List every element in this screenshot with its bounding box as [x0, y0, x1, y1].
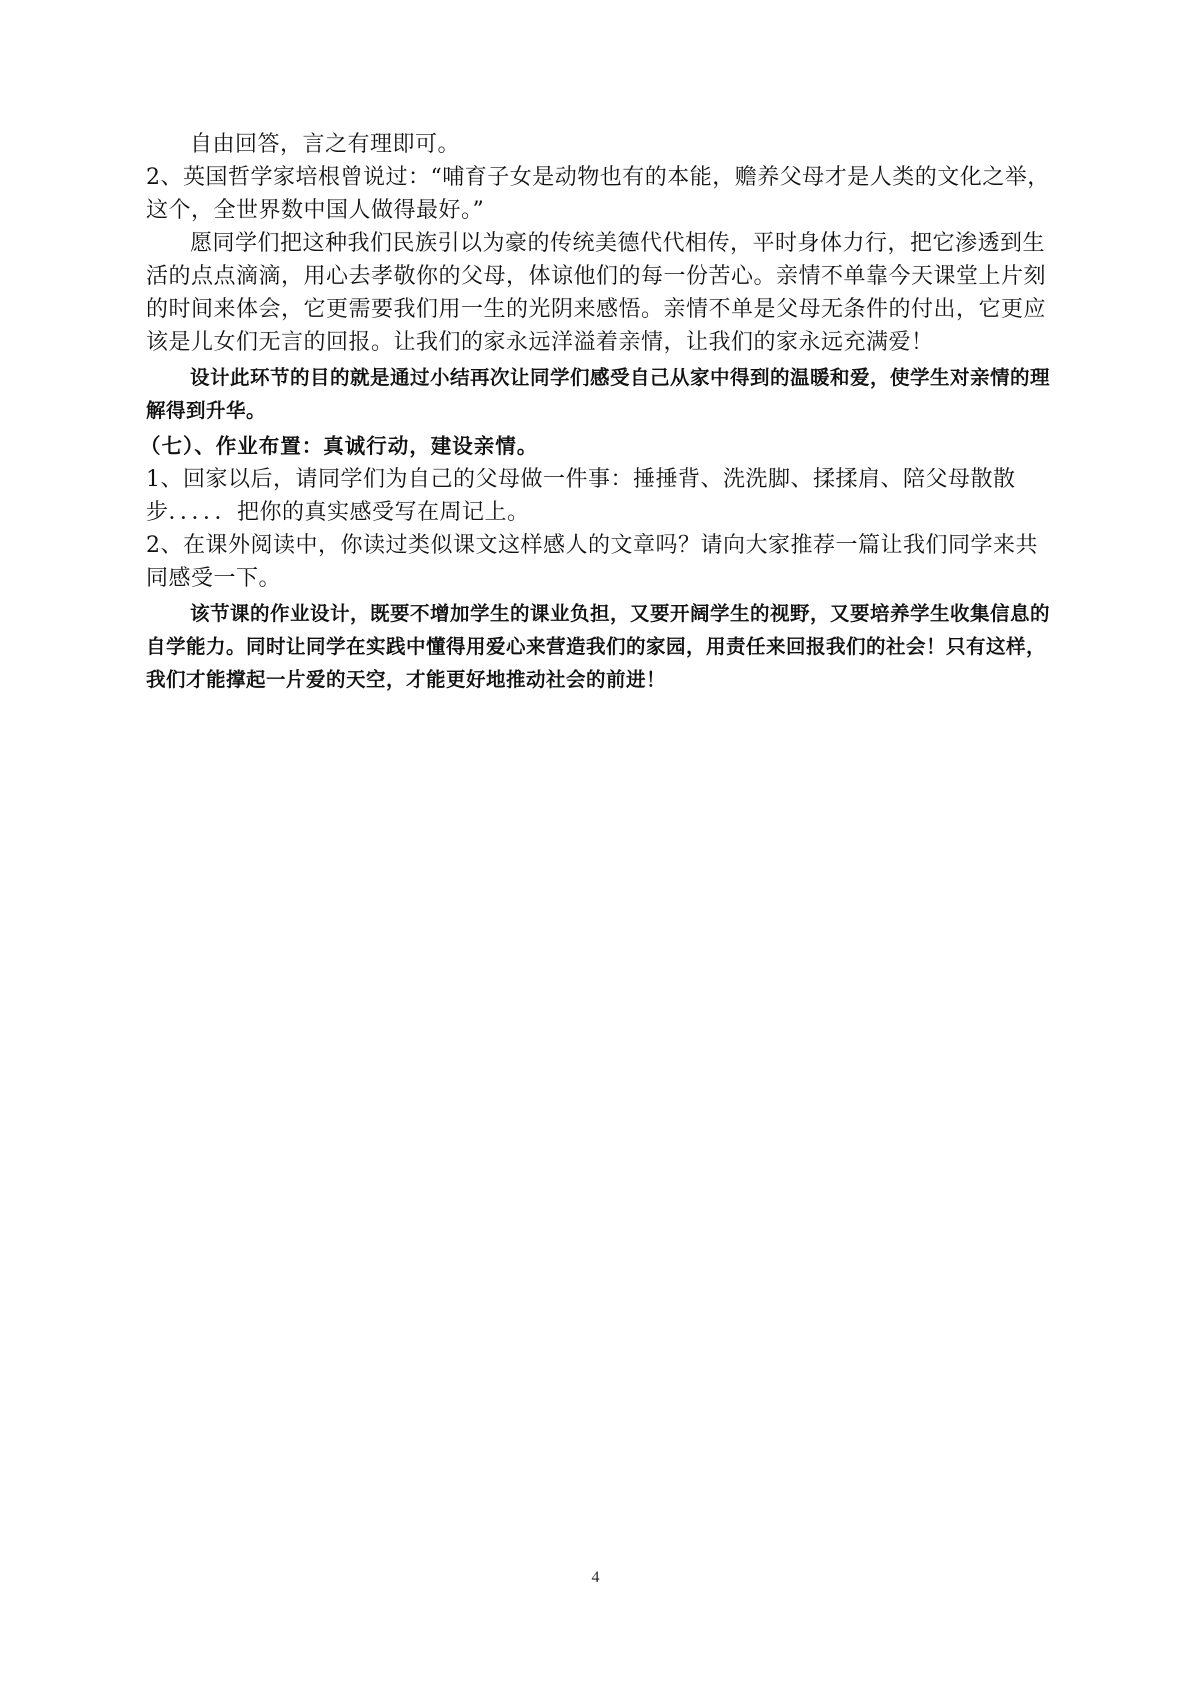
- answer-note: 自由回答，言之有理即可。: [190, 132, 461, 157]
- design-note-homework: 该节课的作业设计，既要不增加学生的课业负担，又要开阔学生的视野，又要培养学生收集信息的自学能力。同时让同学在实践中懂得用爱心来营造我们的家园，用责任来回报我们的社会！只有这样，我们才能撑起一片爱的天空，才能更好地推动社会的前进！: [146, 602, 1051, 691]
- closing-paragraph: 愿同学们把这种我们民族引以为豪的传统美德代代相传，平时身体力行，把它渗透到生活的点点滴滴，用心去孝敬你的父母，体谅他们的每一份苦心。亲情不单靠今天课堂上片刻的时间来体会，它更需要我们用一生的光阴来感悟。亲情不单是父母无条件的付出，它更应该是儿女们无言的回报。让我们的家永远洋溢着亲情，让我们的家永远充满爱！: [146, 231, 1047, 355]
- homework-item-2: 2、在课外阅读中，你读过类似课文这样感人的文章吗？请向大家推荐一篇让我们同学来共同感受一下。: [146, 533, 1039, 591]
- homework-item-1: 1、回家以后，请同学们为自己的父母做一件事：捶捶背、洗洗脚、揉揉肩、陪父母散散步．．．．．把你的真实感受写在周记上。: [146, 467, 1016, 525]
- document-body: [140, 128, 1058, 696]
- bacon-quote-item: 2、英国哲学家培根曾说过：“哺育子女是动物也有的本能，赡养父母才是人类的文化之举，这个，全世界数中国人做得最好。”: [146, 165, 1050, 223]
- page-number: 4: [591, 1569, 600, 1586]
- section-heading-homework: （七）、作业布置：真诚行动，建设亲情。: [140, 434, 539, 458]
- design-note-summary: 设计此环节的目的就是通过小结再次让同学们感受自己从家中得到的温暖和爱，使学生对亲情的理解得到升华。: [146, 366, 1051, 422]
